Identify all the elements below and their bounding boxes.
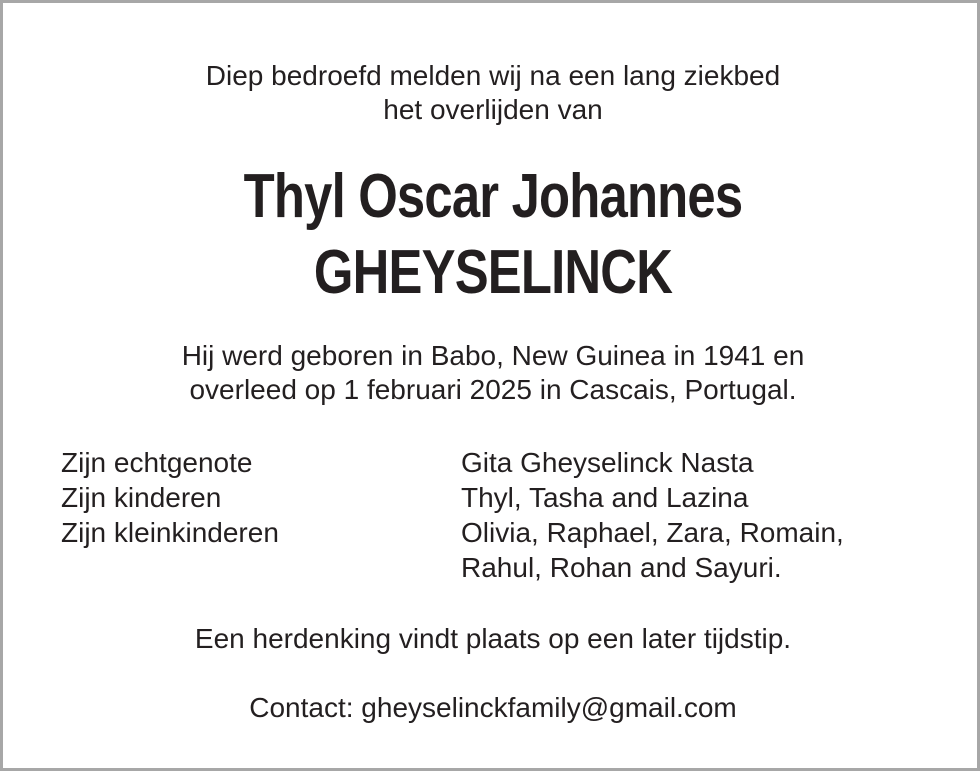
- family-row-spouse: [61, 445, 921, 480]
- intro-line-2: het overlijden van: [383, 94, 603, 125]
- birth-line-2: overleed op 1 februari 2025 in Cascais, Portugal.: [189, 374, 797, 405]
- contact-line: Contact: gheyselinckfamily@gmail.com: [249, 692, 737, 723]
- deceased-surname: GHEYSELINCK: [313, 238, 673, 307]
- family-label: Zijn kleinkinderen: [61, 517, 279, 548]
- family-value: Thyl, Tasha and Lazina: [461, 482, 749, 513]
- intro-line-1: Diep bedroefd melden wij na een lang ziekbed: [205, 60, 781, 91]
- intro-text: [3, 59, 980, 127]
- memorial-notice: Een herdenking vindt plaats op een later tijdstip.: [194, 623, 792, 654]
- family-value: Gita Gheyselinck Nasta: [461, 447, 754, 478]
- family-row-children: [61, 480, 921, 515]
- family-label: [61, 550, 461, 585]
- family-label: Zijn echtgenote: [61, 447, 253, 478]
- family-row-grandchildren: [61, 515, 921, 550]
- family-label: Zijn kinderen: [61, 482, 222, 513]
- deceased-given-names: Thyl Oscar Johannes: [243, 162, 743, 231]
- family-list: [61, 445, 921, 585]
- family-value: Olivia, Raphael, Zara, Romain,: [461, 517, 844, 548]
- family-row-grandchildren-continued: [61, 550, 921, 585]
- birth-line-1: Hij werd geboren in Babo, New Guinea in 1941 en: [181, 340, 805, 371]
- family-value: Rahul, Rohan and Sayuri.: [461, 552, 782, 583]
- birth-death-info: [3, 339, 980, 407]
